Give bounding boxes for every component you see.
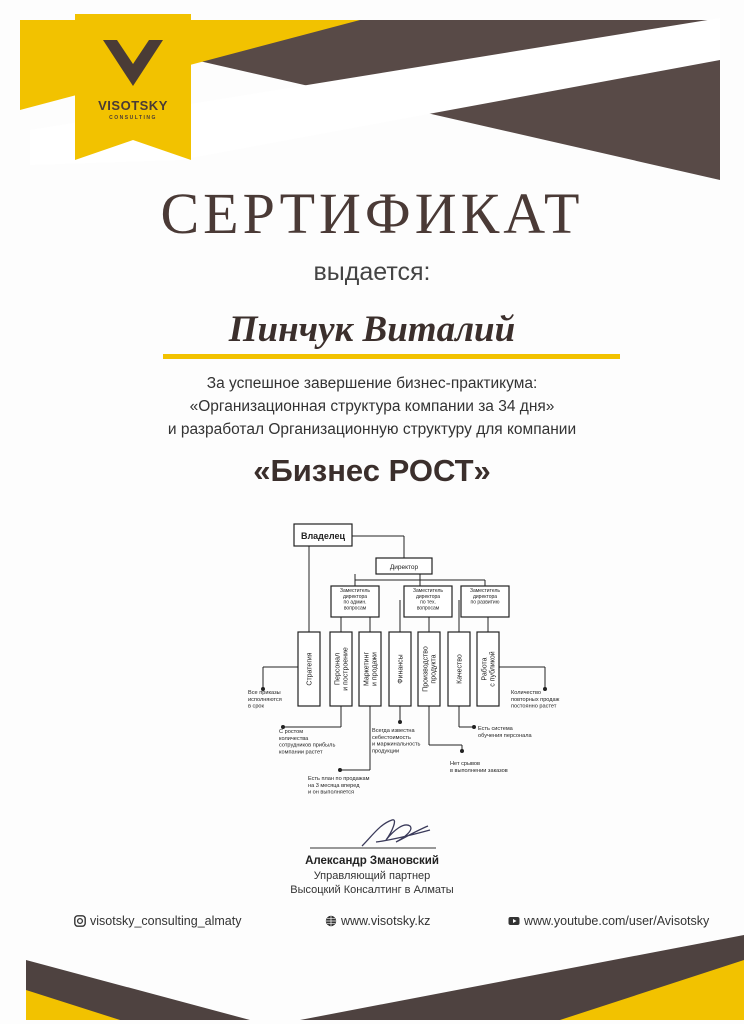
recipient-name: Пинчук Виталий <box>228 309 516 350</box>
youtube-icon <box>508 915 520 927</box>
department-label: Маркетинги продажи <box>363 651 379 687</box>
result-label: Нет срывов в выполнении заказов <box>450 761 508 774</box>
company-name: «Бизнес РОСТ» <box>253 453 491 488</box>
result-label: Все приказы исполняются в срок <box>248 690 282 710</box>
deputy-label: Заместитель директора по админ. вопросам <box>340 588 370 612</box>
department-label: Стратегия <box>306 652 314 686</box>
logo-subtitle: CONSULTING <box>109 115 157 121</box>
result-label: Есть система обучения персонала <box>478 726 532 739</box>
globe-icon <box>325 915 337 927</box>
instagram-handle: visotsky_consulting_almaty <box>90 914 242 928</box>
result-label: Всегда известна себестоимость и маржинальность продукции <box>372 728 421 755</box>
department-label: Работас публикой <box>481 651 497 687</box>
result-label: Количество повторных продаж постоянно растет <box>511 690 560 710</box>
department-label: Качество <box>456 654 464 684</box>
department-label: Производствопродукта <box>422 646 438 692</box>
deputy-label: Заместитель директора по развитию <box>470 588 500 606</box>
description-line-2: «Организационная структура компании за 34 дня» <box>189 398 555 415</box>
director-label: Директор <box>389 564 419 571</box>
instagram-contact <box>74 914 241 928</box>
signatory-organization: Высоцкий Консалтинг в Алматы <box>290 884 454 896</box>
signatory-name: Александр Змановский <box>305 855 439 867</box>
issued-label: выдается: <box>313 258 431 286</box>
logo-name: VISOTSKY <box>98 98 168 113</box>
result-label: С ростом количества сотрудников прибыль компании растет <box>279 729 336 756</box>
certificate-title: СЕРТИФИКАТ <box>160 181 584 246</box>
description-line-1: За успешное завершение бизнес-практикума: <box>206 375 538 392</box>
department-label: Финансы <box>397 654 405 684</box>
result-label: Есть план по продажам на 3 месяца вперед и он выполняется <box>308 776 370 796</box>
owner-label: Владелец <box>300 531 346 541</box>
instagram-icon <box>74 915 86 927</box>
youtube-url: www.youtube.com/user/Avisotsky <box>524 914 710 928</box>
website-contact <box>325 914 430 928</box>
deputy-label: Заместитель директора по тех. вопросам <box>413 588 443 612</box>
website-url: www.visotsky.kz <box>341 914 431 928</box>
youtube-contact <box>508 914 709 928</box>
description-line-3: и разработал Организационную структуру для компании <box>167 421 577 438</box>
signatory-role: Управляющий партнер <box>313 870 431 882</box>
department-label: Персонали построение <box>334 647 350 691</box>
